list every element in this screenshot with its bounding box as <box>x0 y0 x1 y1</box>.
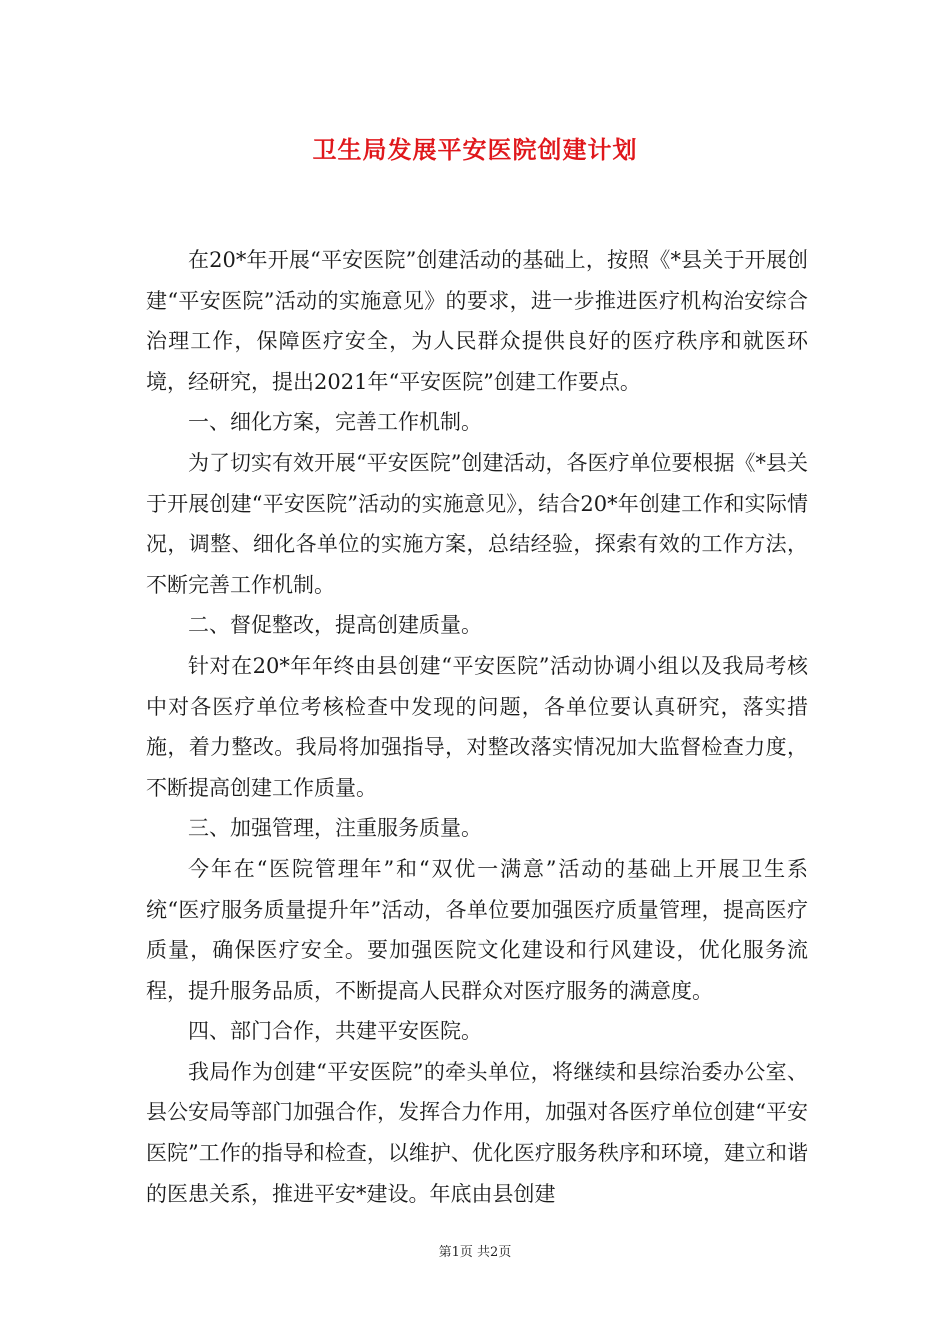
section-heading-1: 一、细化方案，完善工作机制。 <box>188 410 482 435</box>
paragraph-section-2: 针对在20*年年终由县创建“平安医院”活动协调小组以及我局考核中对各医疗单位考核检查中发现的问题，各单位要认真研究，落实措施，着力整改。我局将加强指导，对整改落实情况加大监督检查力度，不断提高创建工作质量。 <box>146 653 808 800</box>
section-heading-3: 三、加强管理，注重服务质量。 <box>188 816 482 841</box>
paragraph-section-4: 我局作为创建“平安医院”的牵头单位，将继续和县综治委办公室、县公安局等部门加强合作，发挥合力作用，加强对各医疗单位创建“平安医院”工作的指导和检查，以维护、优化医疗服务秩序和环境，建立和谐的医患关系，推进平安*建设。年底由县创建 <box>146 1059 808 1206</box>
paragraph-section-1: 为了切实有效开展“平安医院”创建活动，各医疗单位要根据《*县关于开展创建“平安医院”活动的实施意见》，结合20*年创建工作和实际情况，调整、细化各单位的实施方案，总结经验，探索有效的工作方法，不断完善工作机制。 <box>146 450 808 597</box>
paragraph-intro: 在20*年开展“平安医院”创建活动的基础上，按照《*县关于开展创建“平安医院”活动的实施意见》的要求，进一步推进医疗机构治安综合治理工作，保障医疗安全，为人民群众提供良好的医疗秩序和就医环境，经研究，提出2021年“平安医院”创建工作要点。 <box>146 248 808 394</box>
paragraph-section-3: 今年在“医院管理年”和“双优一满意”活动的基础上开展卫生系统“医疗服务质量提升年”活动，各单位要加强医疗质量管理，提高医疗质量，确保医疗安全。要加强医院文化建设和行风建设，优化服务流程，提升服务品质，不断提高人民群众对医疗服务的满意度。 <box>146 856 808 1003</box>
section-heading-2: 二、督促整改，提高创建质量。 <box>188 613 482 638</box>
page-number: 第1页 共2页 <box>438 1245 512 1260</box>
document-title: 卫生局发展平安医院创建计划 <box>312 135 638 164</box>
document-body <box>146 240 808 1214</box>
section-heading-4: 四、部门合作，共建平安医院。 <box>188 1019 482 1044</box>
